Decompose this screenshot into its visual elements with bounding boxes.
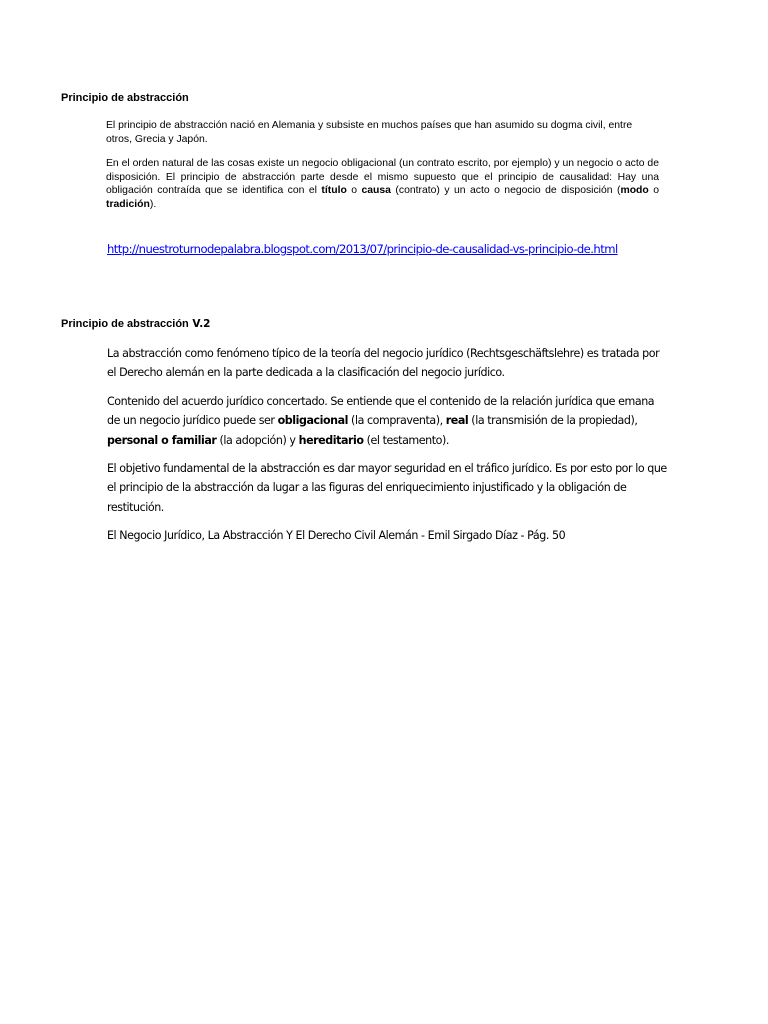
paragraph-natural-order: En el orden natural de las cosas existe un negocio obligacional (un contrato escrito, por ejemplo) y un negocio o acto de disposición. El principio de abstracción parte desde el mismo supuesto que el principio de causalidad: Hay una obligación contraída que se identifica con el título o causa (contrato) y un acto o negocio de disposición (modo o tradición). (106, 158, 659, 210)
section-heading-v2: Principio de abstracción V.2 (61, 318, 211, 330)
paragraph-legal-content: Contenido del acuerdo jurídico concertado. Se entiende que el contenido de la relación jurídica que emana de un negocio jurídico puede ser obligacional (la compraventa), real (la transmisión de la propiedad), personal o familiar (la adopción) y hereditario (el testamento). (107, 395, 655, 447)
paragraph-abstraction-phenomenon: La abstracción como fenómeno típico de la teoría del negocio jurídico (Rechtsgeschäftslehre) es tratada por el Derecho alemán en la parte dedicada a la clasificación del negocio jurídico. (107, 347, 660, 380)
citation: El Negocio Jurídico, La Abstracción Y El Derecho Civil Alemán - Emil Sirgado Díaz - Pág. 50 (107, 529, 566, 542)
section-heading: Principio de abstracción (61, 92, 189, 104)
paragraph-objective: El objetivo fundamental de la abstracción es dar mayor seguridad en el tráfico jurídico. Es por esto por lo que el principio de la abstracción da lugar a las figuras del enriquecimiento injustificado y la obligación de restitución. (107, 462, 667, 514)
source-link[interactable]: http://nuestroturnodepalabra.blogspot.com/2013/07/principio-de-causalidad-vs-principio-de.html (107, 242, 618, 256)
paragraph-origin: El principio de abstracción nació en Alemania y subsiste en muchos países que han asumido su dogma civil, entre otros, Grecia y Japón. (106, 120, 633, 145)
